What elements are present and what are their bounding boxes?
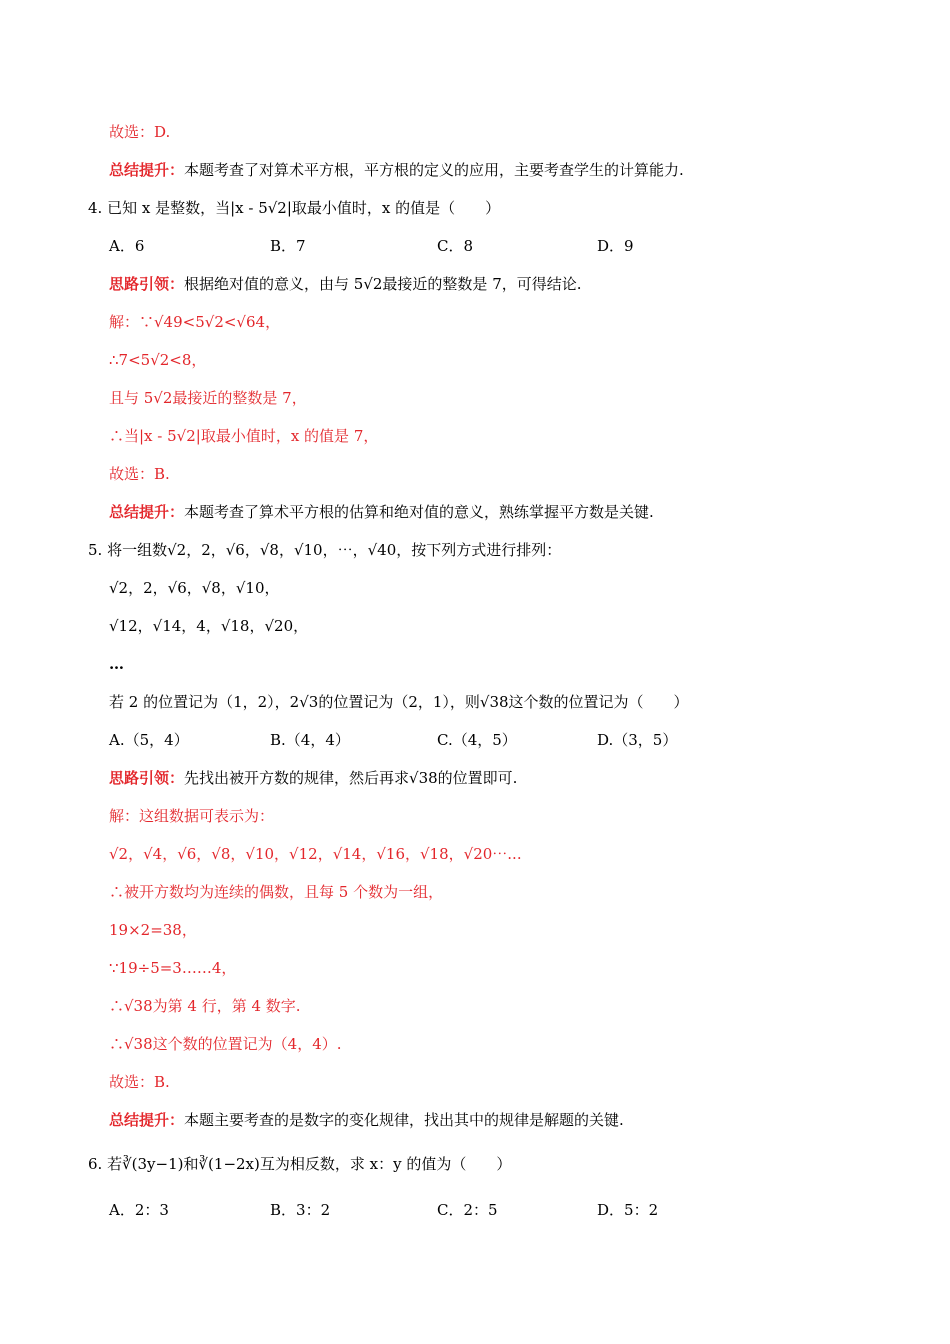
- hint-text: 根据绝对值的意义，由与 5√2最接近的整数是 7，可得结论.: [184, 275, 582, 293]
- question-number: 6.: [88, 1155, 103, 1173]
- summary-label: 总结提升：: [109, 1111, 185, 1129]
- option-b: B．3：2: [270, 1201, 331, 1219]
- solution-line: 19×2=38，: [109, 921, 197, 939]
- hint-label: 思路引领：: [109, 769, 185, 787]
- question-text: 若 2 的位置记为（1，2），2√3的位置记为（2，1），则√38这个数的位置记为（ ）: [109, 693, 689, 711]
- question-4-stem: [88, 197, 500, 219]
- option-c: C.（4，5）: [437, 731, 517, 749]
- option-d: D．9: [597, 237, 634, 255]
- summary-label: 总结提升：: [109, 161, 185, 179]
- solution-line: ∴√38为第 4 行，第 4 数字.: [109, 997, 301, 1015]
- solution-line: 解：∵√49<5√2<√64，: [109, 313, 281, 331]
- solution-line: ∴被开方数均为连续的偶数，且每 5 个数为一组，: [109, 883, 444, 901]
- option-c: C．2：5: [437, 1201, 498, 1219]
- hint-text: 先找出被开方数的规律，然后再求√38的位置即可.: [184, 769, 518, 787]
- solution-line: ∴7<5√2<8，: [109, 351, 207, 369]
- answer-line: 故选：B.: [109, 1073, 170, 1091]
- solution-line: √2，√4，√6，√8，√10，√12，√14，√16，√18，√20⋯...: [109, 845, 522, 863]
- hint-label: 思路引领：: [109, 275, 185, 293]
- option-a: A.（5，4）: [109, 731, 189, 749]
- option-a: A．6: [109, 237, 145, 255]
- summary-label: 总结提升：: [109, 503, 185, 521]
- summary-line: [109, 501, 654, 523]
- question-6-stem: [88, 1153, 511, 1175]
- option-c: C．8: [437, 237, 474, 255]
- question-text: 将一组数√2，2，√6，√8，√10，⋯，√40，按下列方式进行排列：: [107, 541, 562, 559]
- option-d: D．5：2: [597, 1201, 659, 1219]
- summary-text: 本题主要考查的是数字的变化规律，找出其中的规律是解题的关键.: [184, 1111, 624, 1129]
- solution-line: ∵19÷5=3……4，: [109, 959, 237, 977]
- option-a: A．2：3: [109, 1201, 169, 1219]
- solution-line: 且与 5√2最接近的整数是 7，: [109, 389, 307, 407]
- arrangement-row: √12，√14，4，√18，√20，: [109, 617, 309, 635]
- arrangement-row: √2，2，√6，√8，√10，: [109, 579, 280, 597]
- question-number: 4.: [88, 199, 103, 217]
- question-text: 已知 x 是整数，当|x - 5√2|取最小值时，x 的值是（ ）: [107, 199, 501, 217]
- summary-text: 本题考查了算术平方根的估算和绝对值的意义，熟练掌握平方数是关键.: [184, 503, 654, 521]
- question-number: 5.: [88, 541, 103, 559]
- summary-text: 本题考查了对算术平方根，平方根的定义的应用，主要考查学生的计算能力.: [184, 161, 684, 179]
- solution-line: ∴√38这个数的位置记为（4，4）.: [109, 1035, 342, 1053]
- option-b: B.（4，4）: [270, 731, 350, 749]
- answer-line: 故选：D.: [109, 123, 171, 141]
- hint-line: [109, 767, 517, 789]
- option-d: D.（3，5）: [597, 731, 678, 749]
- answer-line: 故选：B.: [109, 465, 170, 483]
- solution-line: ∴当|x - 5√2|取最小值时，x 的值是 7，: [109, 427, 379, 445]
- question-text: 若∛(3y−1)和∛(1−2x)互为相反数，求 x：y 的值为（ ）: [107, 1155, 512, 1173]
- summary-line: [109, 1109, 624, 1131]
- solution-line: 解：这组数据可表示为：: [109, 807, 275, 825]
- question-5-stem: [88, 539, 561, 561]
- option-b: B．7: [270, 237, 306, 255]
- hint-line: [109, 273, 582, 295]
- arrangement-ellipsis: …: [109, 655, 124, 673]
- summary-line: [109, 159, 684, 181]
